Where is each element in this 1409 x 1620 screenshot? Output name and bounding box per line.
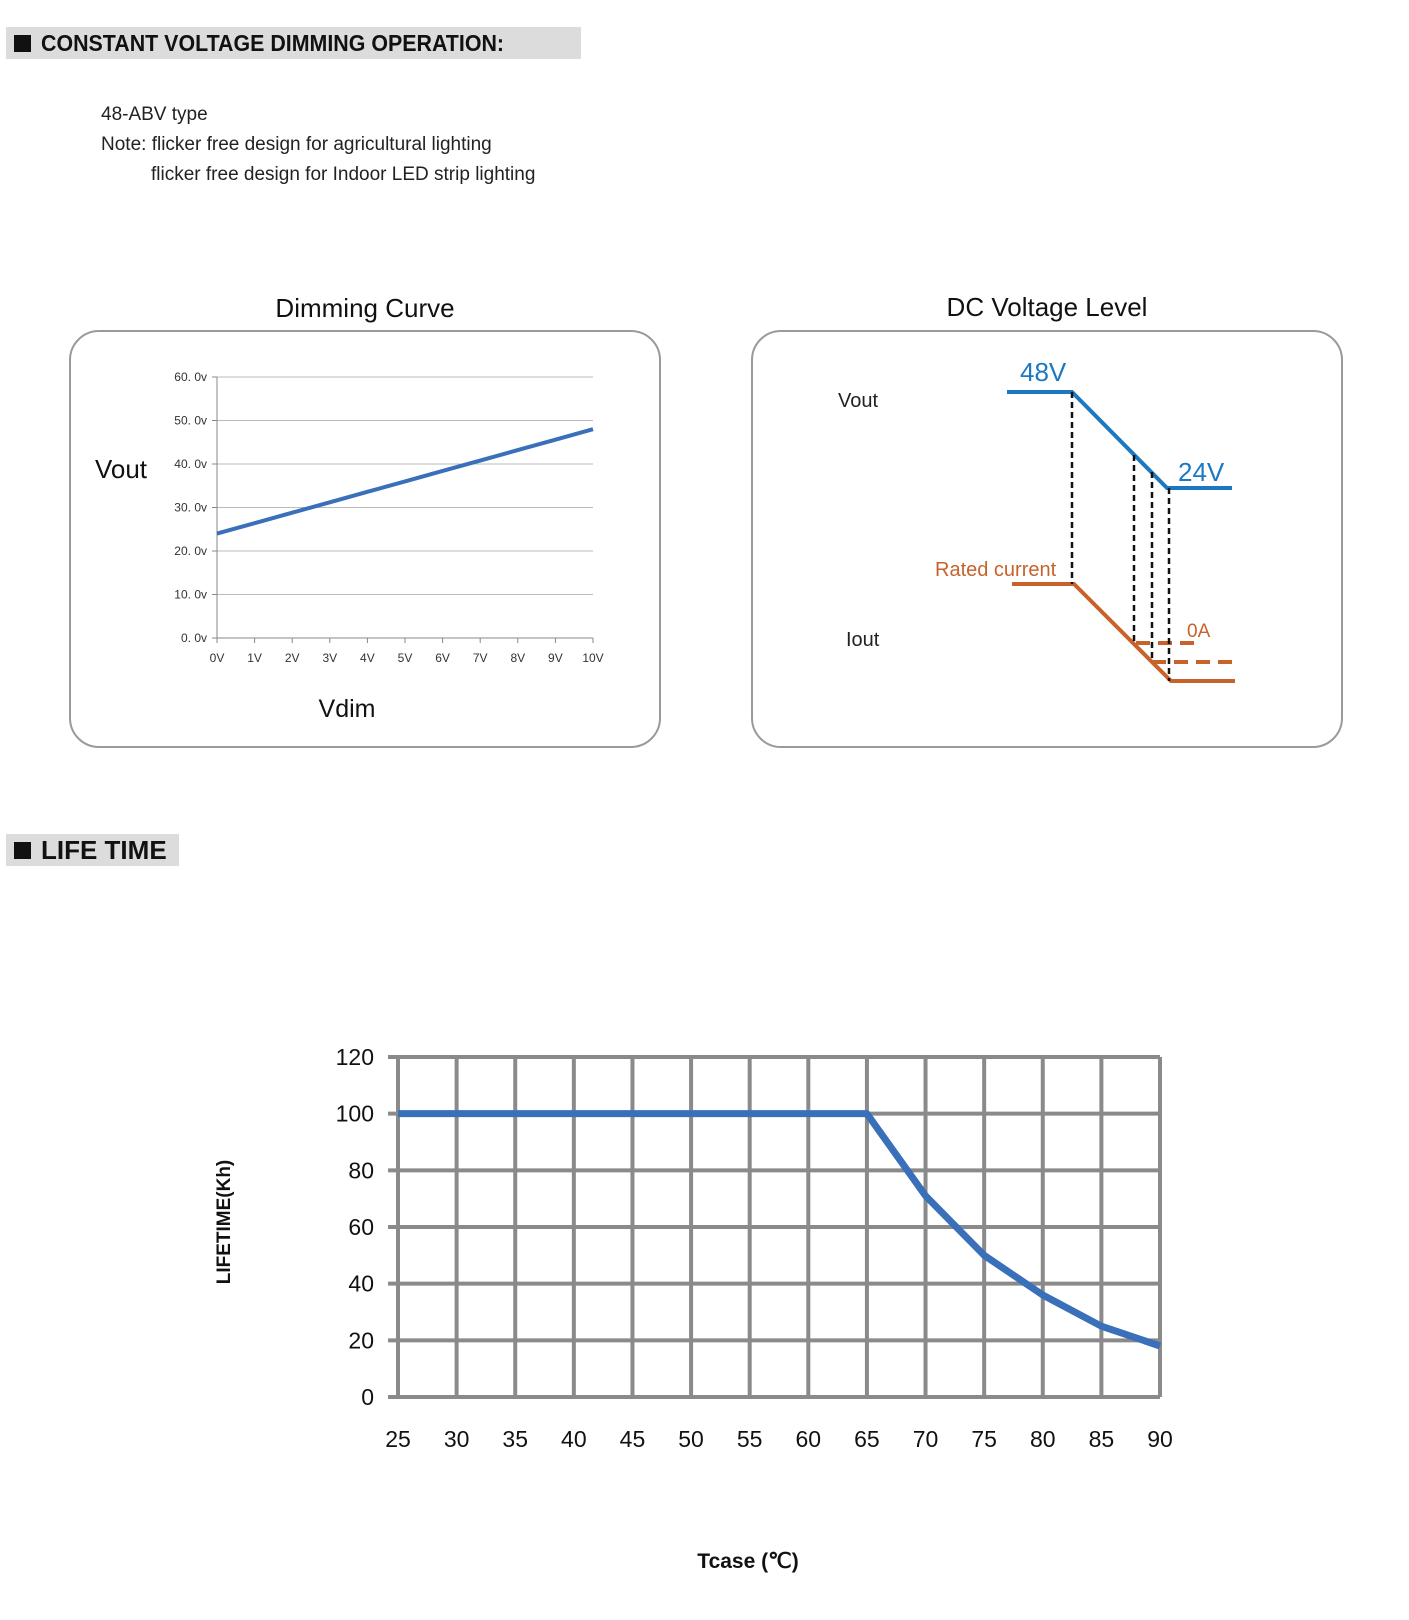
dc-vout-label: Vout <box>838 390 879 412</box>
dim-ytick-label: 0. 0v <box>180 631 207 645</box>
dimming-curve-ylabel: Vout <box>94 454 148 484</box>
dim-ytick-label: 20. 0v <box>174 544 207 558</box>
dim-ytick-label: 50. 0v <box>174 413 207 428</box>
life-xtick-label: 35 <box>502 1426 529 1452</box>
life-xtick-label: 25 <box>385 1426 411 1452</box>
dim-ytick-label: 60. 0v <box>174 370 207 384</box>
note-line-2: flicker free design for Indoor LED strip lighting <box>151 164 536 185</box>
life-ytick-label: 120 <box>335 1044 374 1070</box>
note-line-1: Note: flicker free design for agricultural lighting <box>101 134 492 155</box>
dim-xtick-label: 8V <box>510 651 526 665</box>
life-ytick-label: 40 <box>348 1270 374 1297</box>
life-xtick-label: 70 <box>912 1426 939 1452</box>
life-xtick-label: 45 <box>619 1426 646 1452</box>
lifetime-ylabel: LIFETIME(Kh) <box>214 1159 235 1285</box>
dimming-curve-xlabel: Vdim <box>318 695 376 723</box>
life-xtick-label: 85 <box>1088 1426 1115 1452</box>
life-xtick-label: 30 <box>443 1426 470 1452</box>
dim-xtick-label: 3V <box>322 651 338 665</box>
section-heading-text: LIFE TIME <box>41 834 167 865</box>
life-ytick-label: 100 <box>335 1100 374 1127</box>
dc-voltage-title: DC Voltage Level <box>946 292 1148 322</box>
life-series-line <box>398 1114 1160 1346</box>
life-ytick-label: 0 <box>361 1384 374 1410</box>
life-xtick-label: 75 <box>971 1426 997 1452</box>
dc-rated-current-label: Rated current <box>935 559 1057 581</box>
life-xtick-label: 55 <box>736 1426 763 1452</box>
dim-xtick-label: 1V <box>247 651 262 665</box>
dim-xtick-label: 10V <box>582 651 604 665</box>
life-xtick-label: 80 <box>1029 1426 1056 1452</box>
life-ytick-label: 80 <box>348 1157 374 1184</box>
dim-xtick-label: 5V <box>397 651 413 665</box>
dim-xtick-label: 6V <box>435 651 450 665</box>
life-xtick-label: 60 <box>795 1426 822 1452</box>
dim-xtick-label: 0V <box>209 651 225 665</box>
dim-ytick-label: 40. 0v <box>174 457 207 471</box>
dim-ytick-label: 10. 0v <box>174 587 207 602</box>
dim-xtick-label: 4V <box>360 651 375 665</box>
life-xtick-label: 40 <box>561 1426 587 1452</box>
dc-48v-label: 48V <box>1020 357 1067 387</box>
life-xtick-label: 65 <box>854 1426 880 1452</box>
dc-24v-label: 24V <box>1178 457 1225 487</box>
dc-iout-label: Iout <box>846 629 880 651</box>
life-ytick-label: 60 <box>348 1214 374 1240</box>
life-xtick-label: 50 <box>678 1426 704 1452</box>
dim-xtick-label: 9V <box>548 651 563 665</box>
dc-0a-label: 0A <box>1187 621 1211 642</box>
life-xtick-label: 90 <box>1147 1426 1173 1452</box>
dim-xtick-label: 2V <box>284 651 300 665</box>
section-heading-text: CONSTANT VOLTAGE DIMMING OPERATION: <box>41 29 505 56</box>
type-line: 48-ABV type <box>101 104 208 125</box>
life-ytick-label: 20 <box>348 1327 374 1354</box>
lifetime-xlabel: Tcase (℃) <box>697 1550 799 1573</box>
dimming-curve-title: Dimming Curve <box>275 293 455 323</box>
dim-xtick-label: 7V <box>472 651 488 665</box>
dim-ytick-label: 30. 0v <box>174 500 207 515</box>
